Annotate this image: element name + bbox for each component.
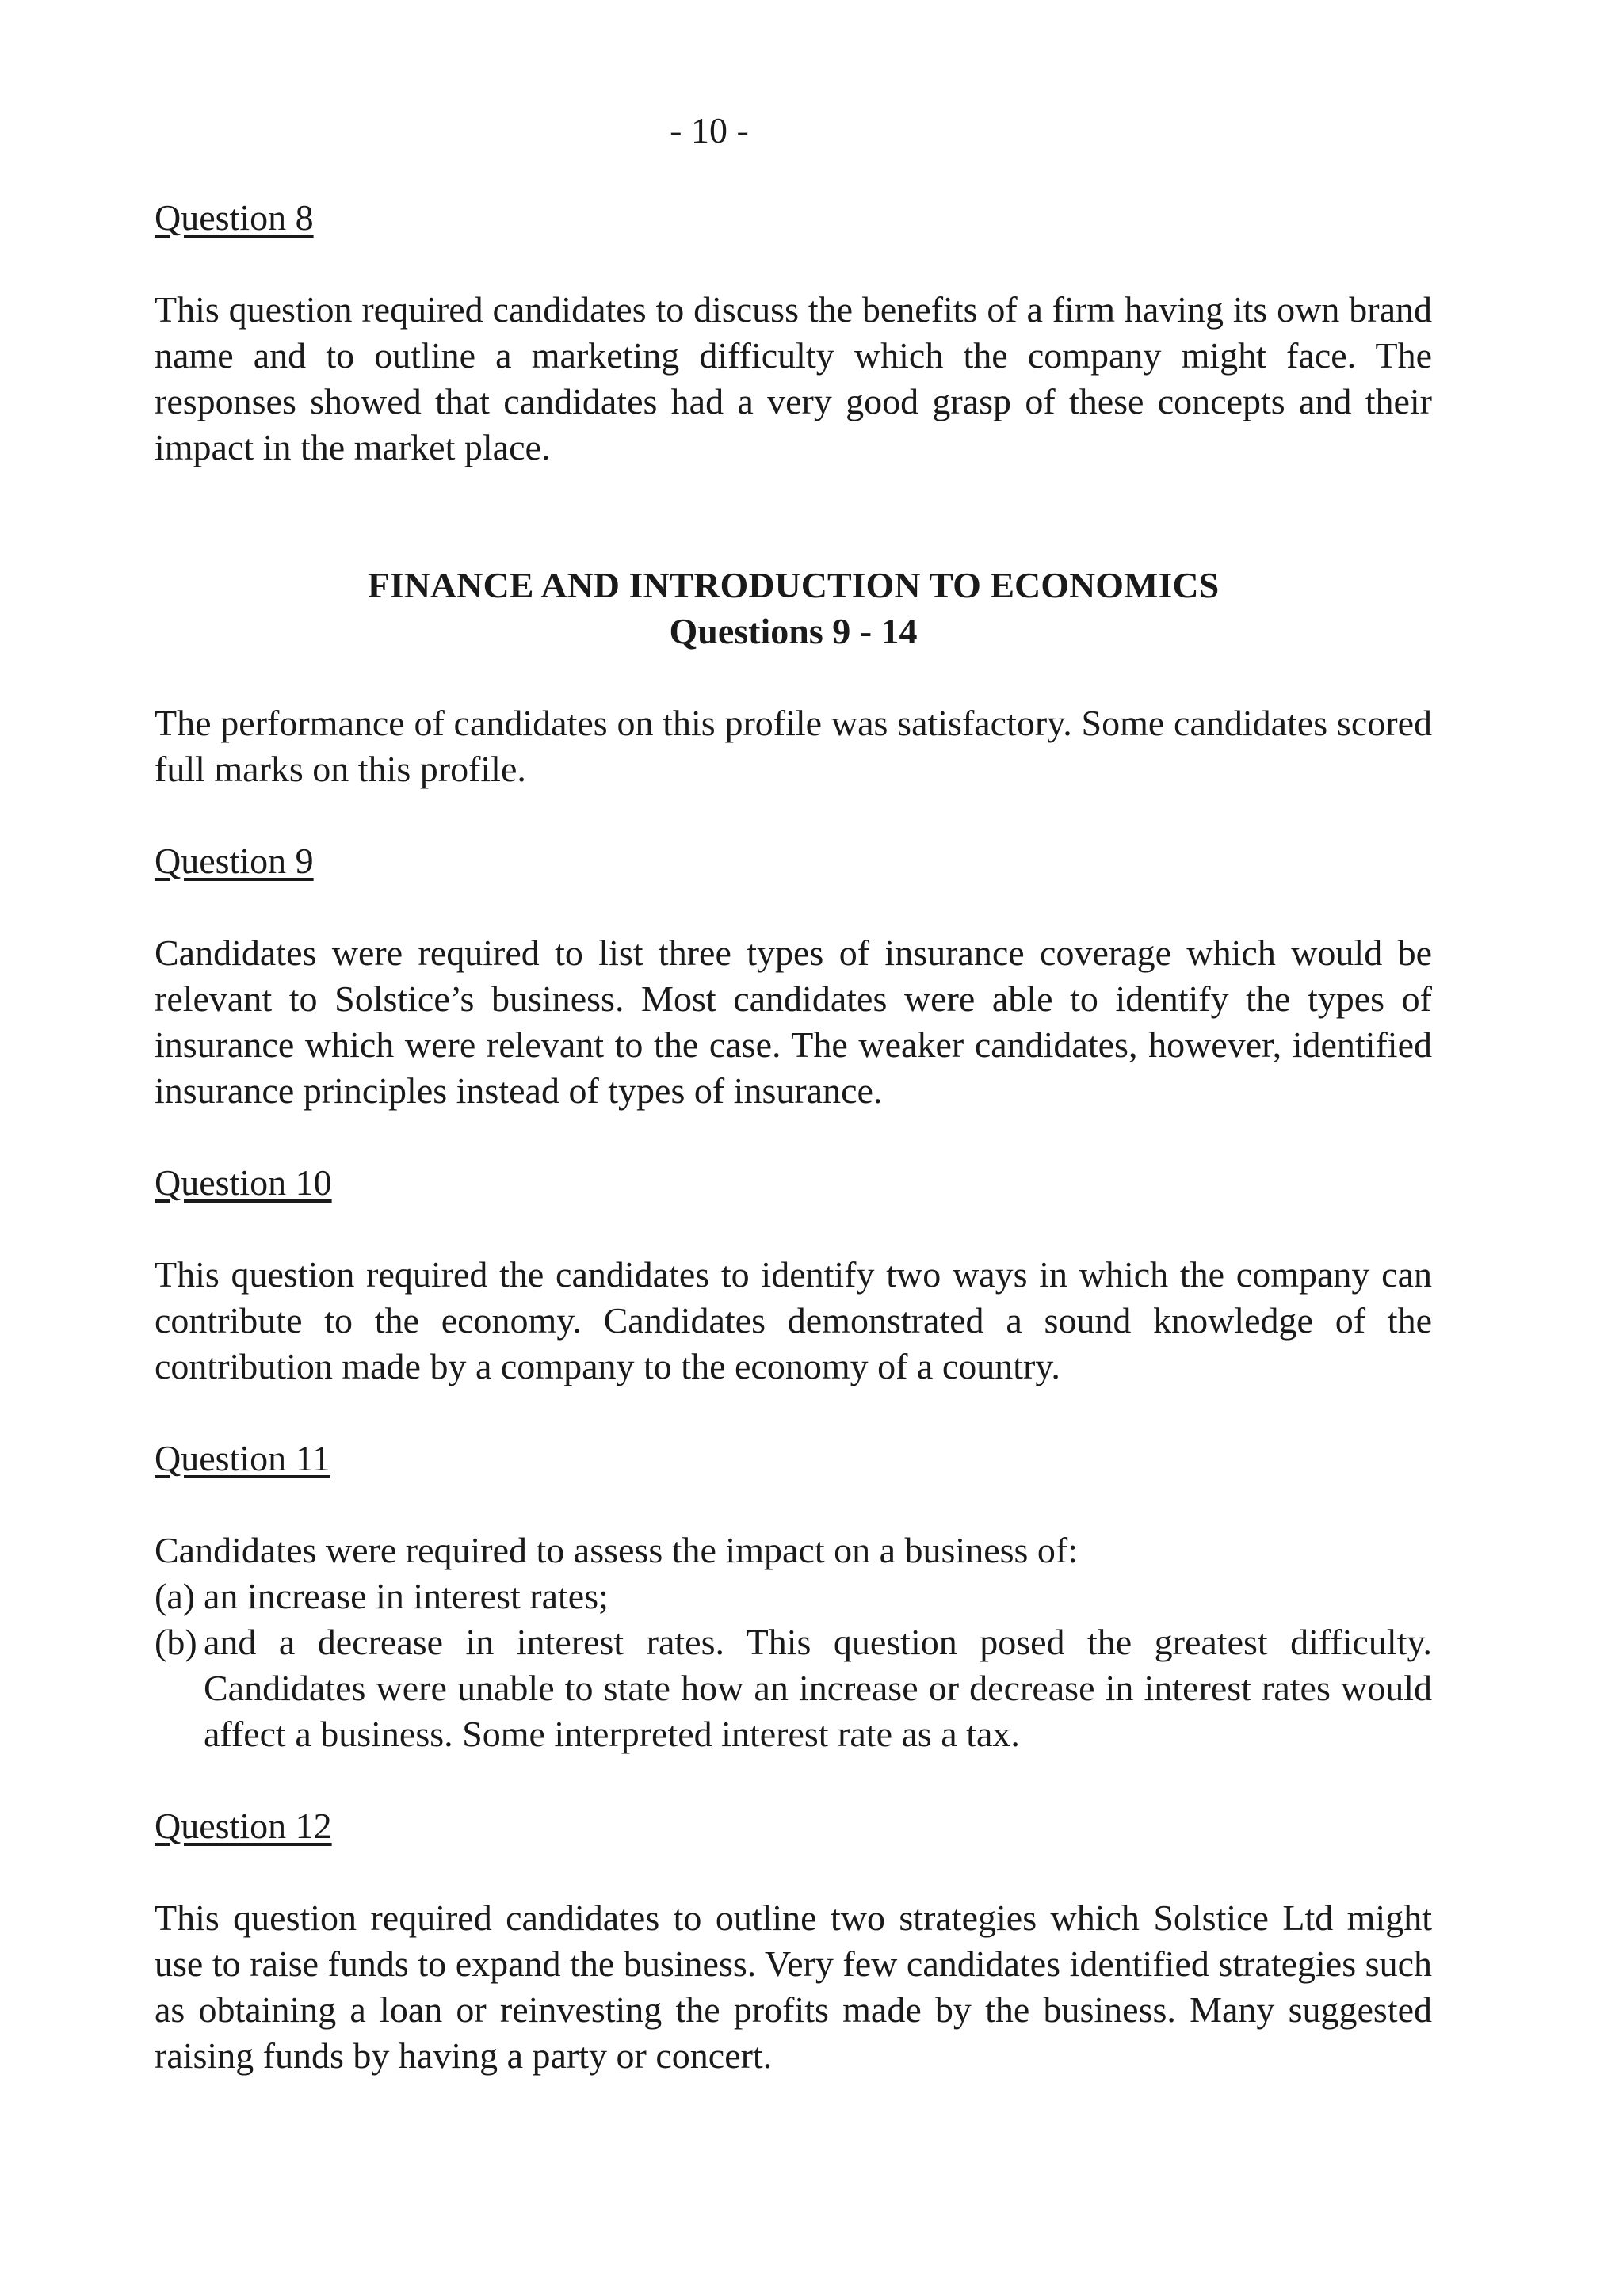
question-9-heading: Question 9 <box>155 841 314 881</box>
section-intro: The performance of candidates on this profile was satisfactory. Some candidates scored full marks on this profile. <box>155 703 1432 789</box>
item-text: and a decrease in interest rates. This question posed the greatest difficulty. Candidates were unable to state how an increase or decrease in interest rates would affect a business. Some interpreted interest rate as a tax. <box>204 1622 1432 1754</box>
item-label: (a) <box>155 1576 196 1616</box>
question-11-text: Candidates were required to assess the impact on a business of: <box>155 1530 1079 1570</box>
section-title: FINANCE AND INTRODUCTION TO ECONOMICS <box>367 565 1220 605</box>
question-8-heading: Question 8 <box>155 197 314 238</box>
question-10-text: This question required the candidates to identify two ways in which the company can contribute to the economy. Candidates demonstrated a sound knowledge of the contribution made by a company to the economy of a country. <box>155 1254 1432 1386</box>
question-12-heading: Question 12 <box>155 1806 332 1846</box>
question-11-item-a <box>155 1573 1432 1619</box>
page-content <box>155 195 1432 2079</box>
question-10-heading: Question 10 <box>155 1162 332 1203</box>
item-text: an increase in interest rates; <box>204 1576 609 1616</box>
section-subtitle: Questions 9 - 14 <box>669 611 918 651</box>
item-label: (b) <box>155 1622 197 1662</box>
question-11-heading: Question 11 <box>155 1438 330 1478</box>
question-8-text: This question required candidates to discuss the benefits of a firm having its own brand name and to outline a marketing difficulty which the company might face. The responses showed that candidates had a very good grasp of these concepts and their impact in the market place. <box>155 289 1432 467</box>
question-12-text: This question required candidates to outline two strategies which Solstice Ltd might use to raise funds to expand the business. Very few candidates identified strategies such as obtaining a loan or reinvesting the profits made by the business. Many suggested raising funds by having a party or concert. <box>155 1897 1432 2076</box>
question-11-item-b <box>155 1619 1432 1757</box>
question-9-text: Candidates were required to list three types of insurance coverage which would be relevant to Solstice’s business. Most candidates were able to identify the types of insurance which were relevant to the case. The weaker candidates, however, identified insurance principles instead of types of insurance. <box>155 933 1432 1111</box>
page-number: - 10 - <box>670 110 749 151</box>
section-heading <box>155 563 1432 654</box>
